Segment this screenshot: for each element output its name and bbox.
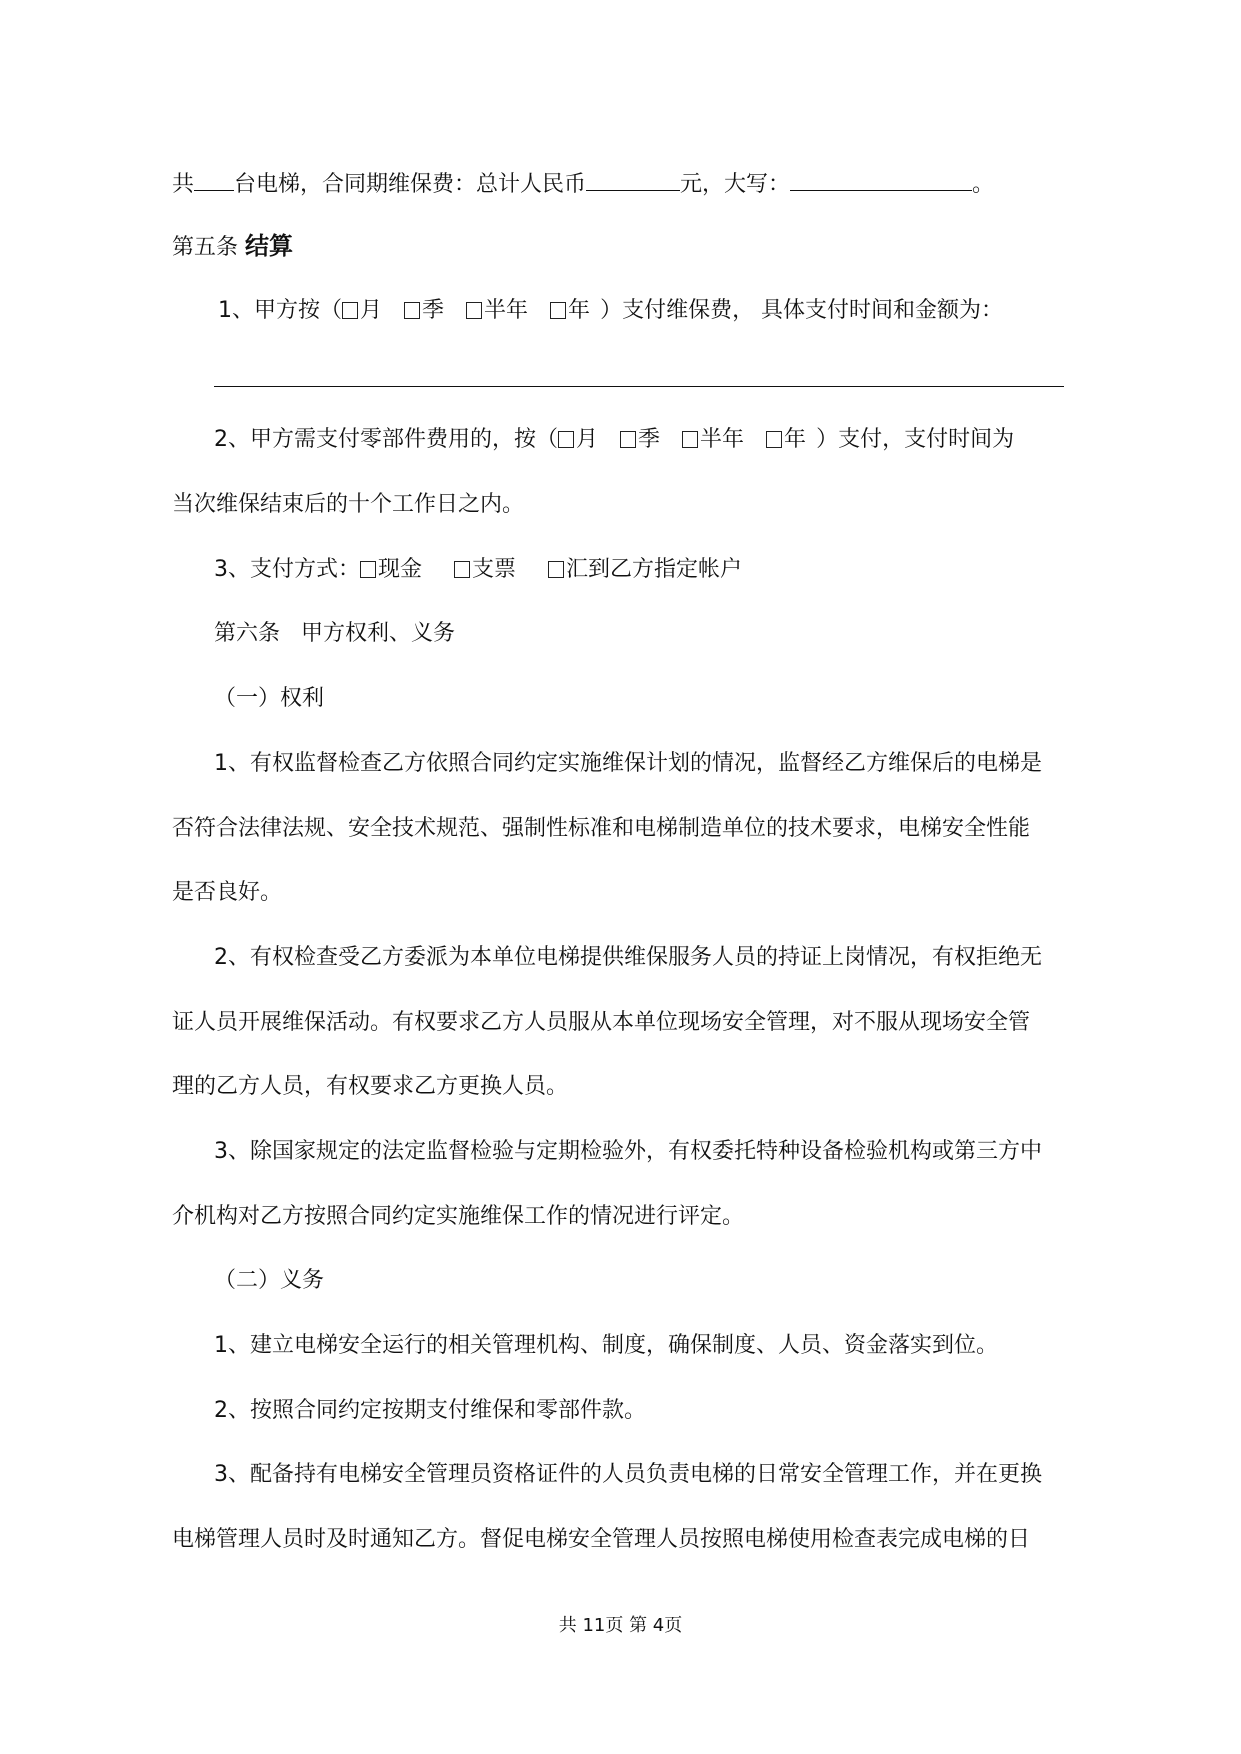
checkbox-icon [466,302,482,319]
settlement-item-2-cont: 当次维保结束后的十个工作日之内。 [172,492,525,517]
duties-item-3-line-2: 电梯管理人员时及时通知乙方。督促电梯安全管理人员按照电梯使用检查表完成电梯的日 [172,1527,1031,1552]
checkbox-icon [342,302,358,319]
duties-item-2: 2、按照合同约定按期支付维保和零部件款。 [214,1398,646,1423]
settlement-item-2: 2、甲方需支付零部件费用的，按（ 月 季 半年 年 ）支付，支付时间为 [214,427,1015,452]
settlement-item-3: 3、支付方式： 现金 支票 汇到乙方指定帐户 [214,557,743,582]
rights-item-3-line-1: 3、除国家规定的法定监督检验与定期检验外，有权委托特种设备检验机构或第三方中 [214,1139,1042,1164]
rights-item-3-line-2: 介机构对乙方按照合同约定实施维保工作的情况进行评定。 [172,1204,745,1229]
amount-blank [586,170,680,191]
duties-item-3-line-1: 3、配备持有电梯安全管理员资格证件的人员负责电梯的日常安全管理工作，并在更换 [214,1462,1042,1487]
rights-item-1-line-1: 1、有权监督检查乙方依照合同约定实施维保计划的情况，监督经乙方维保后的电梯是 [214,751,1042,776]
article-5-heading: 第五条 结算 [172,232,294,260]
rights-item-1-line-2: 否符合法律法规、安全技术规范、强制性标准和电梯制造单位的技术要求，电梯安全性能 [172,816,1031,841]
rights-item-2-line-2: 证人员开展维保活动。有权要求乙方人员服从本单位现场安全管理，对不服从现场安全管 [172,1010,1031,1035]
rights-item-1-line-3: 是否良好。 [172,880,283,905]
rights-heading: （一）权利 [214,686,325,711]
duties-item-1: 1、建立电梯安全运行的相关管理机构、制度，确保制度、人员、资金落实到位。 [214,1333,998,1358]
settlement-item-1: 1、甲方按（ 月 季 半年 年 ）支付维保费， 具体支付时间和金额为： [218,298,1004,323]
checkbox-icon [766,431,782,448]
checkbox-icon [548,561,564,578]
elevator-count-blank [194,170,234,191]
page-footer: 共 11页 第 4页 [558,1615,683,1636]
payment-detail-blank-line [214,386,1064,387]
rights-item-2-line-1: 2、有权检查受乙方委派为本单位电梯提供维保服务人员的持证上岗情况，有权拒绝无 [214,945,1042,970]
rights-item-2-line-3: 理的乙方人员，有权要求乙方更换人员。 [172,1074,569,1099]
amount-words-blank [790,170,972,191]
checkbox-icon [360,561,376,578]
checkbox-icon [620,431,636,448]
article-6-heading: 第六条 甲方权利、义务 [214,621,456,646]
checkbox-icon [454,561,470,578]
checkbox-icon [682,431,698,448]
fee-total-line: 共 台电梯，合同期维保费：总计人民币 元，大写： 。 [172,172,995,197]
checkbox-icon [404,302,420,319]
checkbox-icon [558,431,574,448]
duties-heading: （二）义务 [214,1268,325,1293]
checkbox-icon [550,302,566,319]
